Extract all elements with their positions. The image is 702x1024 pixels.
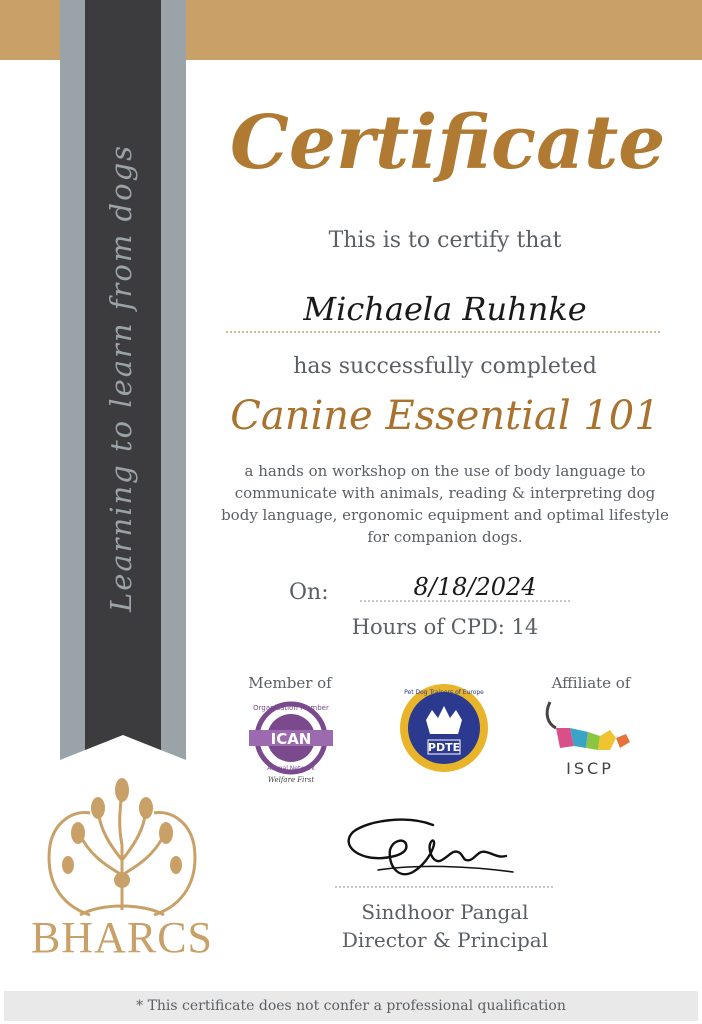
completed-text: has successfully completed <box>293 354 597 379</box>
member-label: Member of <box>248 674 332 692</box>
ribbon-motto: Learning to learn from dogs <box>104 143 138 613</box>
affiliate-label: Affiliate of <box>551 674 631 692</box>
course-description: a hands on workshop on the use of body language to communicate with animals, reading & interpreting dog body language, ergonomic equipment and optimal lifestyle for companion dogs. <box>221 462 669 546</box>
course-name: Canine Essential 101 <box>230 393 660 439</box>
signature <box>338 810 518 890</box>
signatory-name: Sindhoor Pangal <box>361 900 529 924</box>
pdte-label: PDTE <box>427 741 461 754</box>
iscp-label: ISCP <box>566 759 614 778</box>
cpd-hours: Hours of CPD: 14 <box>351 615 539 639</box>
signatory-role: Director & Principal <box>341 928 549 952</box>
completion-date: 8/18/2024 <box>413 573 537 601</box>
iscp-badge <box>540 694 640 778</box>
ican-tagline: Welfare First <box>267 776 315 784</box>
footer-disclaimer: * This certificate does not confer a professional qualification <box>4 991 698 1021</box>
ican-label: ICAN <box>270 730 312 748</box>
ican-bottom-text: Animal Network <box>267 765 315 772</box>
pdte-ring-text: Pet Dog Trainers of Europe <box>404 689 484 696</box>
ican-top-text: Organisation Member <box>253 704 329 712</box>
recipient-name: Michaela Ruhnke <box>303 290 587 328</box>
certify-text: This is to certify that <box>328 228 562 253</box>
brand-name: BHARCS <box>30 913 214 962</box>
name-underline <box>226 331 660 333</box>
pdte-badge <box>398 682 490 774</box>
signature-line <box>335 886 553 888</box>
certificate-title: Certificate <box>230 100 666 186</box>
ican-badge <box>243 696 339 786</box>
date-label: On: <box>289 580 329 605</box>
